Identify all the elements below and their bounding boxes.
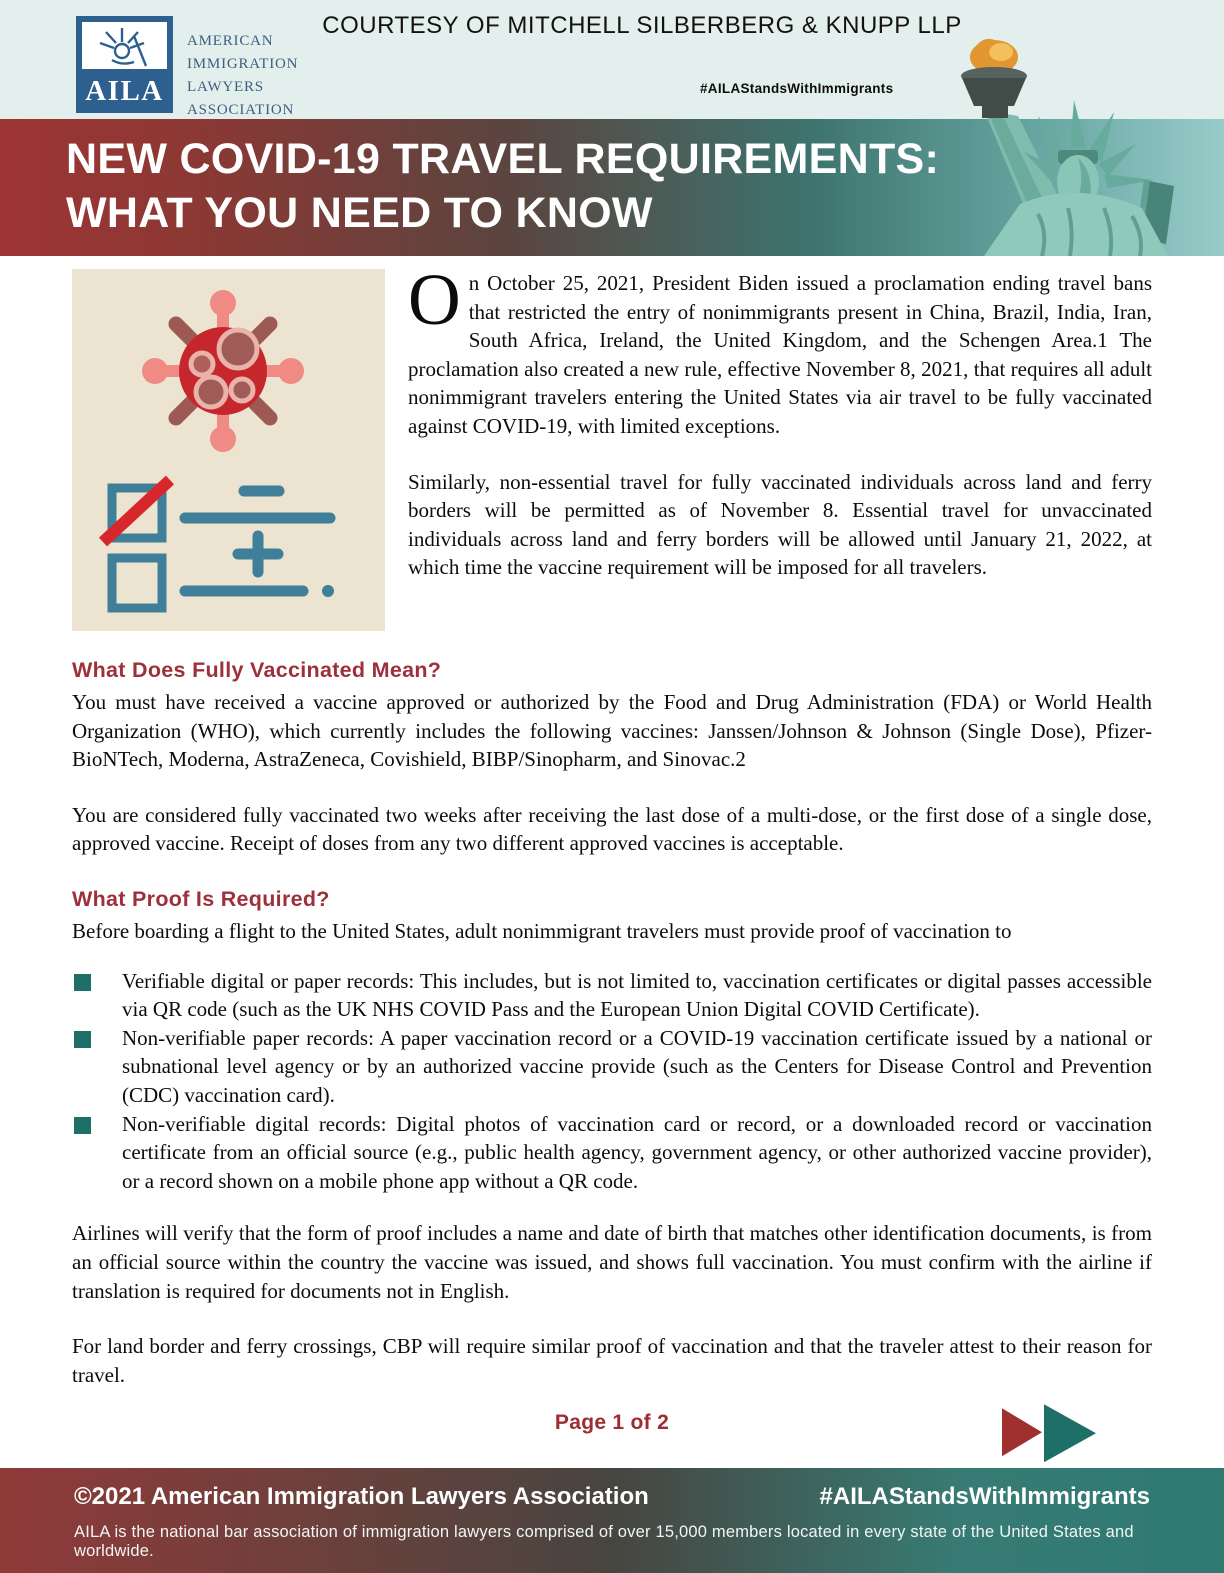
intro-text-column (408, 259, 1152, 631)
intro-paragraph-1 (408, 259, 1152, 441)
list-item (72, 967, 1152, 1024)
list-item (72, 1110, 1152, 1196)
covid-checklist-illustration (72, 269, 385, 631)
header-hashtag: #AILAStandsWithImmigrants (700, 81, 894, 96)
square-bullet-icon (74, 974, 91, 991)
section1-paragraph-1: You must have received a vaccine approved or authorized by the Food and Drug Administration (FDA) or World Health Organization (WHO), which currently includes the following vaccines: Janssen/Johnson & Johnson (Single Dose), Pfizer-BioNTech, Moderna, AstraZeneca, Covishield, BIBP/Sinopharm, and Sinovac.2 (72, 690, 1152, 772)
page-footer (0, 1468, 1224, 1573)
bullet-text: Verifiable digital or paper records: This includes, but is not limited to, vaccination certificates or digital passes accessible via QR code (such as the UK NHS COVID Pass and the European Union Digital COVID Certificate). (122, 968, 1152, 1022)
page-title-line1: NEW COVID-19 TRAVEL REQUIREMENTS: (66, 135, 940, 183)
page-label-row (72, 1404, 1152, 1454)
closing-paragraph-2: For land border and ferry crossings, CBP will require similar proof of vaccination and that the traveler attest to their reason for travel. (72, 1334, 1152, 1387)
logo-org-line: LAWYERS (187, 79, 264, 95)
statue-of-liberty-image (928, 32, 1224, 256)
page-number-label: Page 1 of 2 (554, 1411, 670, 1435)
logo-acronym: AILA (85, 75, 164, 107)
logo-org-line: ASSOCIATION (187, 102, 295, 118)
list-item (72, 1024, 1152, 1110)
logo-org-name (187, 30, 298, 122)
closing-paragraph-1: Airlines will verify that the form of proof includes a name and date of birth that matches other identification documents, is from an official source within the country the vaccine was issued, and shows full vaccination. You must confirm with the airline if translation is required for documents not in English. (72, 1221, 1152, 1303)
dropcap: O (408, 259, 461, 340)
footer-tagline: AILA is the national bar association of immigration lawyers comprised of over 15,000 members located in every state of the United States and worldwide. (74, 1523, 1134, 1560)
section-heading-proof-required: What Proof Is Required? (72, 886, 330, 911)
section2-intro: Before boarding a flight to the United States, adult nonimmigrant travelers must provide proof of vaccination to (72, 918, 1012, 943)
footer-hashtag: #AILAStandsWithImmigrants (819, 1483, 1150, 1510)
aila-logo (76, 16, 173, 113)
page-title-line2: WHAT YOU NEED TO KNOW (66, 189, 653, 237)
proof-bullet-list (72, 967, 1152, 1196)
bullet-text: Non-verifiable paper records: A paper vaccination record or a COVID-19 vaccination certificate issued by a national or subnational level agency or by an authorized vaccine provide (such as the Centers for Disease Control and Prevention (CDC) vaccination card). (122, 1025, 1152, 1107)
intro-paragraph-2: Similarly, non-essential travel for fully vaccinated individuals across land and ferry borders will be permitted as of November 8. Essential travel for unvaccinated individuals across land and ferry borders will be allowed until January 21, 2022, at which time the vaccine requirement will be imposed for all travelers. (408, 469, 1152, 580)
logo-org-line: IMMIGRATION (187, 56, 299, 72)
section1-paragraph-2: You are considered fully vaccinated two weeks after receiving the last dose of a multi-dose, or the first dose of a single dose, approved vaccine. Receipt of doses from any two different approved vaccines is acceptable. (72, 802, 1152, 856)
square-bullet-icon (74, 1117, 91, 1134)
square-bullet-icon (74, 1031, 91, 1048)
document-body (0, 256, 1224, 1468)
section-heading-fully-vaccinated: What Does Fully Vaccinated Mean? (72, 658, 442, 682)
courtesy-line: COURTESY OF MITCHELL SILBERBERG & KNUPP LLP (322, 12, 962, 39)
intro-paragraph-1-text: n October 25, 2021, President Biden issued a proclamation ending travel bans that restricted the entry of nonimmigrants present in China, Brazil, India, Iran, South Africa, Ireland, the United Kingdom, and the Schengen Area.1 The proclamation also created a new rule, effective November 8, 2021, that requires all adult nonimmigrant travelers entering the United States via air travel to be fully vaccinated against COVID-19, with limited exceptions. (408, 271, 1152, 438)
bullet-text: Non-verifiable digital records: Digital photos of vaccination card or record, or a downloaded record or vaccination certificate from an official source (e.g., public health agency, government agency, or other authorized vaccine provider), or a record shown on a mobile phone app without a QR code. (122, 1111, 1152, 1193)
copyright-text: ©2021 American Immigration Lawyers Association (74, 1483, 649, 1510)
logo-org-line: AMERICAN (187, 33, 274, 49)
footer-top-row (74, 1483, 1150, 1511)
intro-section (72, 259, 1152, 631)
